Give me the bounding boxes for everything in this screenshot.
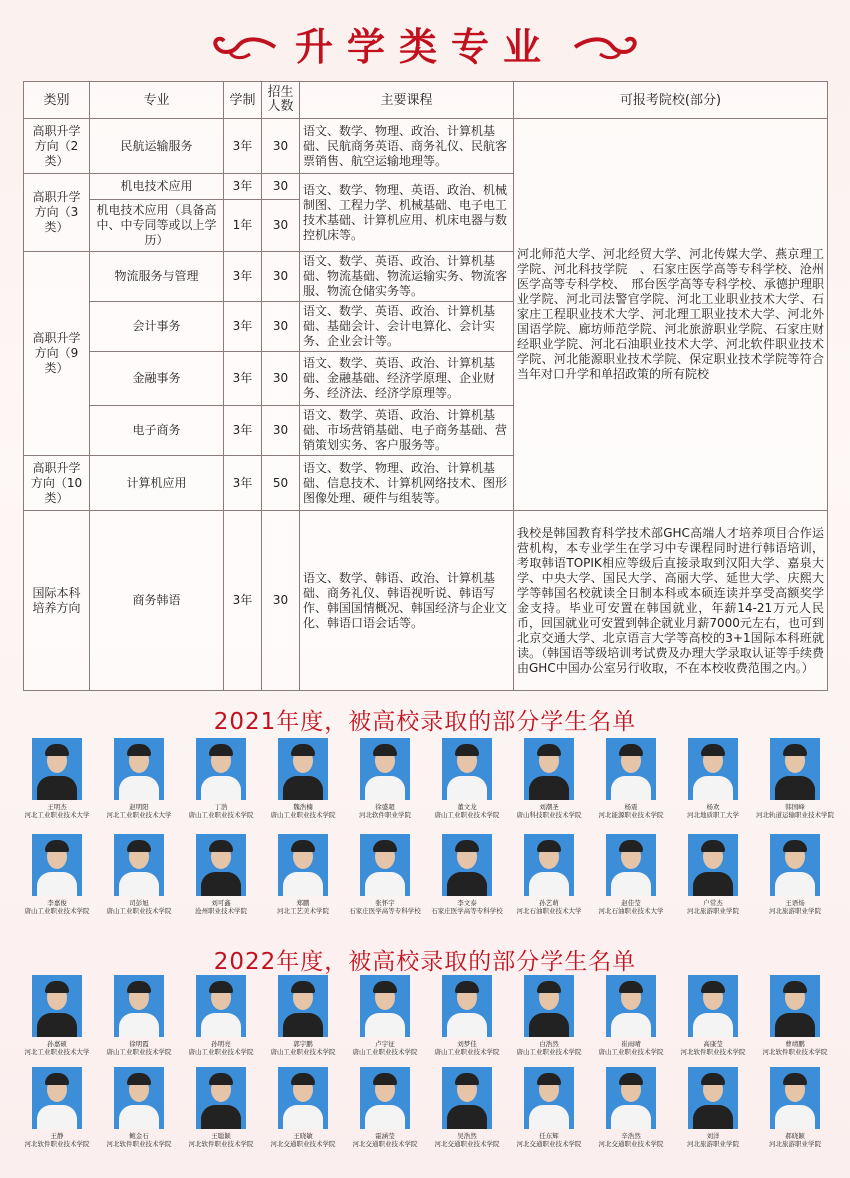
student-card (97, 738, 181, 819)
student-card (589, 834, 673, 915)
student-card (671, 1067, 755, 1148)
section-title-2022: 2022年度，被高校录取的部分学生名单 (213, 949, 637, 975)
student-photo (114, 1067, 164, 1129)
student-school: 河北软件职业技术学院 (680, 1048, 746, 1056)
quota-cell: 30 (262, 511, 300, 691)
student-school: 沧州职业技术学院 (195, 907, 247, 915)
header-quota: 招生人数 (262, 82, 300, 119)
student-name: 刘洋 (706, 1132, 720, 1140)
student-name: 户常杰 (703, 899, 723, 907)
student-name: 白浩然 (539, 1040, 559, 1048)
duration-cell: 3年 (224, 511, 262, 691)
student-name: 王语炀 (785, 899, 805, 907)
student-school: 河北石油职业技术大学 (516, 907, 582, 915)
student-name: 赵佳莹 (621, 899, 641, 907)
student-school: 唐山工业职业技术学院 (352, 1048, 418, 1056)
student-name: 高康莹 (703, 1040, 723, 1048)
student-card (425, 834, 509, 915)
duration-cell: 3年 (224, 174, 262, 200)
student-name: 王明杰 (47, 803, 67, 811)
student-school: 唐山工业职业技术学院 (516, 1048, 582, 1056)
student-school: 唐山工业职业技术学院 (24, 907, 90, 915)
student-school: 唐山工业职业技术学院 (434, 1048, 500, 1056)
student-photo (442, 975, 492, 1037)
major-cell: 电子商务 (90, 406, 224, 456)
student-name: 崔雨晴 (621, 1040, 641, 1048)
quota-cell: 30 (262, 200, 300, 252)
major-cell: 机电技术应用 (90, 174, 224, 200)
student-school: 河北能源职业技术学院 (598, 811, 664, 819)
header-category: 类别 (24, 82, 90, 119)
student-school: 唐山工业职业技术学院 (270, 811, 336, 819)
student-photo (32, 975, 82, 1037)
student-card (15, 834, 99, 915)
student-photo (32, 834, 82, 896)
duration-cell: 3年 (224, 352, 262, 406)
table-row (24, 511, 828, 691)
student-card (343, 738, 427, 819)
student-name: 王静 (50, 1132, 64, 1140)
major-cell: 计算机应用 (90, 456, 224, 511)
student-card (589, 738, 673, 819)
student-photo (278, 1067, 328, 1129)
student-school: 石家庄医学高等专科学校 (349, 907, 421, 915)
student-name: 刘可鑫 (211, 899, 231, 907)
duration-cell: 3年 (224, 119, 262, 174)
student-school: 河北旅游职业学院 (687, 907, 739, 915)
student-name: 赵明阳 (129, 803, 149, 811)
student-card (671, 834, 755, 915)
student-card (343, 975, 427, 1056)
duration-cell: 1年 (224, 200, 262, 252)
student-school: 河北软件职业学院 (359, 811, 411, 819)
student-name: 司彭旭 (129, 899, 149, 907)
student-school: 河北旅游职业学院 (687, 1140, 739, 1148)
student-name: 刘梦佳 (457, 1040, 477, 1048)
quota-cell: 30 (262, 174, 300, 200)
student-card (507, 975, 591, 1056)
student-school: 河北工业职业技术大学 (24, 1048, 90, 1056)
quota-cell: 30 (262, 252, 300, 302)
student-school: 河北交通职业技术学院 (516, 1140, 582, 1148)
student-card (15, 1067, 99, 1148)
student-card (179, 975, 263, 1056)
category-cell: 高职升学方向（2类） (24, 119, 90, 174)
student-card (671, 975, 755, 1056)
student-photo (688, 738, 738, 800)
student-photo (114, 975, 164, 1037)
student-school: 唐山工业职业技术学院 (188, 1048, 254, 1056)
quota-cell: 30 (262, 352, 300, 406)
student-photo (114, 738, 164, 800)
student-photo (278, 834, 328, 896)
courses-cell: 语文、数学、英语、政治、计算机基础、基础会计、会计电算化、会计实务、企业会计等。 (300, 302, 514, 352)
category-cell: 国际本科培养方向 (24, 511, 90, 691)
student-name: 吴浩然 (457, 1132, 477, 1140)
student-name: 王聪颖 (211, 1132, 231, 1140)
student-card (671, 738, 755, 819)
student-photo (606, 975, 656, 1037)
student-card (507, 834, 591, 915)
student-school: 唐山工业职业技术学院 (598, 1048, 664, 1056)
student-name: 丁浩 (214, 803, 228, 811)
student-school: 河北交通职业技术学院 (598, 1140, 664, 1148)
student-school: 唐山工业职业技术学院 (106, 907, 172, 915)
student-card (753, 834, 837, 915)
student-name: 曹靖鹏 (785, 1040, 805, 1048)
student-photo (442, 738, 492, 800)
student-name: 魏浩楠 (293, 803, 313, 811)
category-cell: 高职升学方向（9类） (24, 252, 90, 456)
student-school: 河北交通职业技术学院 (270, 1140, 336, 1148)
student-school: 河北旅游职业学院 (769, 1140, 821, 1148)
student-card (97, 834, 181, 915)
student-card (15, 975, 99, 1056)
student-school: 河北地质职工大学 (687, 811, 739, 819)
student-card (179, 738, 263, 819)
student-card (589, 1067, 673, 1148)
student-school: 河北交通职业技术学院 (434, 1140, 500, 1148)
student-card (15, 738, 99, 819)
schools-cell: 河北师范大学、河北经贸大学、河北传媒大学、燕京理工学院、河北科技学院 、石家庄医学高等专科学校、沧州医学高等专科学校、 邢台医学高等专科学校、承德护理职业学院、河北司法警官学院、河北工业职业技术大学、石家庄工程职业技术大学、河北理工职业技术大学、河北外国语学院、廊坊师范学院、河北旅游职业学院、石家庄财经职业学院、河北石油职业技术大学、河北软件职业技术学院、河北能源职业技术学院、保定职业技术学院等符合当年对口升学和单招政策的所有院校 (514, 119, 828, 511)
student-name: 辛浩然 (621, 1132, 641, 1140)
courses-cell: 语文、数学、物理、政治、计算机基础、信息技术、计算机网络技术、图形图像处理、硬件与组装等。 (300, 456, 514, 511)
student-school: 河北工业职业技术大学 (106, 811, 172, 819)
student-photo (32, 738, 82, 800)
student-photo (524, 1067, 574, 1129)
major-cell: 金融事务 (90, 352, 224, 406)
student-school: 河北软件职业技术学院 (24, 1140, 90, 1148)
student-name: 王晓敏 (293, 1132, 313, 1140)
student-photo (770, 834, 820, 896)
major-cell: 机电技术应用（具备高中、中专同等或以上学历） (90, 200, 224, 252)
quota-cell: 30 (262, 119, 300, 174)
swirl-ornament-icon (210, 32, 280, 62)
student-card (507, 1067, 591, 1148)
student-card (753, 738, 837, 819)
student-school: 河北工艺美术学院 (277, 907, 329, 915)
category-cell: 高职升学方向（10类） (24, 456, 90, 511)
student-photo (360, 1067, 410, 1129)
student-card (179, 834, 263, 915)
student-school: 河北软件职业技术学院 (106, 1140, 172, 1148)
student-card (343, 1067, 427, 1148)
student-photo (114, 834, 164, 896)
swirl-ornament-icon (570, 32, 640, 62)
student-card (343, 834, 427, 915)
page-title-banner (0, 18, 850, 76)
student-school: 唐山工业职业技术学院 (188, 811, 254, 819)
student-name: 卢宇征 (375, 1040, 395, 1048)
majors-table (23, 81, 828, 691)
quota-cell: 30 (262, 406, 300, 456)
student-name: 任东辉 (539, 1132, 559, 1140)
student-card (97, 1067, 181, 1148)
student-photo (278, 975, 328, 1037)
page-title: 升学类专业 (294, 24, 555, 69)
student-school: 唐山工业职业技术学院 (434, 811, 500, 819)
student-name: 徐明霞 (129, 1040, 149, 1048)
header-major: 专业 (90, 82, 224, 119)
courses-cell: 语文、数学、物理、英语、政治、机械制图、工程力学、机械基础、电子电工技术基础、计算机应用、机床电器与数控机床等。 (300, 174, 514, 252)
student-name: 郭宇鹏 (293, 1040, 313, 1048)
student-school: 唐山工业职业技术学院 (270, 1048, 336, 1056)
quota-cell: 30 (262, 302, 300, 352)
student-card (589, 975, 673, 1056)
header-duration: 学制 (224, 82, 262, 119)
student-name: 杨欢 (706, 803, 720, 811)
student-card (97, 975, 181, 1056)
student-photo (770, 1067, 820, 1129)
student-photo (524, 975, 574, 1037)
major-cell: 会计事务 (90, 302, 224, 352)
student-school: 河北工业职业技术大学 (24, 811, 90, 819)
student-name: 杨震 (624, 803, 638, 811)
student-name: 刘潮圣 (539, 803, 559, 811)
student-school: 河北交通职业技术学院 (352, 1140, 418, 1148)
student-photo (442, 834, 492, 896)
student-photo (688, 1067, 738, 1129)
student-photo (524, 738, 574, 800)
major-cell: 民航运输服务 (90, 119, 224, 174)
student-photo (770, 738, 820, 800)
major-cell: 商务韩语 (90, 511, 224, 691)
student-photo (606, 1067, 656, 1129)
category-cell: 高职升学方向（3类） (24, 174, 90, 252)
student-card (507, 738, 591, 819)
student-card (261, 975, 345, 1056)
section-title-2021: 2021年度，被高校录取的部分学生名单 (213, 709, 637, 735)
student-card (425, 738, 509, 819)
student-photo (360, 834, 410, 896)
student-school: 唐山科技职业技术学院 (516, 811, 582, 819)
duration-cell: 3年 (224, 252, 262, 302)
table-row (24, 119, 828, 174)
student-name: 鲍金石 (129, 1132, 149, 1140)
student-card (425, 975, 509, 1056)
courses-cell: 语文、数学、英语、政治、计算机基础、金融基础、经济学原理、企业财务、经济法、经济学原理等。 (300, 352, 514, 406)
student-school: 河北软件职业技术学院 (762, 1048, 828, 1056)
header-schools: 可报考院校(部分) (514, 82, 828, 119)
student-photo (278, 738, 328, 800)
student-name: 徐盛超 (375, 803, 395, 811)
student-school: 河北旅游职业学院 (769, 907, 821, 915)
student-photo (770, 975, 820, 1037)
student-name: 孙明亮 (211, 1040, 231, 1048)
student-card (753, 1067, 837, 1148)
student-name: 韩国峰 (785, 803, 805, 811)
student-school: 河北轨道运输职业技术学院 (756, 811, 834, 819)
duration-cell: 3年 (224, 302, 262, 352)
student-name: 孙嘉硕 (47, 1040, 67, 1048)
student-name: 董文龙 (457, 803, 477, 811)
duration-cell: 3年 (224, 406, 262, 456)
quota-cell: 50 (262, 456, 300, 511)
student-photo (524, 834, 574, 896)
student-name: 李文泰 (457, 899, 477, 907)
student-school: 河北石油职业技术大学 (598, 907, 664, 915)
student-photo (32, 1067, 82, 1129)
student-photo (360, 975, 410, 1037)
student-name: 郝晓颖 (785, 1132, 805, 1140)
header-courses: 主要课程 (300, 82, 514, 119)
student-school: 河北软件职业技术学院 (188, 1140, 254, 1148)
courses-cell: 语文、数学、英语、政治、计算机基础、市场营销基础、电子商务基础、营销策划实务、客户服务等。 (300, 406, 514, 456)
duration-cell: 3年 (224, 456, 262, 511)
student-card (425, 1067, 509, 1148)
student-name: 李嘉俊 (47, 899, 67, 907)
student-name: 霍涵莹 (375, 1132, 395, 1140)
student-card (261, 834, 345, 915)
student-photo (196, 738, 246, 800)
student-photo (606, 834, 656, 896)
student-photo (606, 738, 656, 800)
student-name: 郑鹏 (296, 899, 310, 907)
student-school: 唐山工业职业技术学院 (106, 1048, 172, 1056)
student-photo (196, 975, 246, 1037)
intl-schools-cell: 我校是韩国教育科学技术部GHC高端人才培养项目合作运营机构，本专业学生在学习中专课程同时进行韩语培训，考取韩语TOPIK相应等级后直接录取到汉阳大学、嘉泉大学、中央大学、国民大学、高丽大学、延世大学、庆熙大学等韩国名校就读全日制本科或本硕连读并享受高额奖学金支持。毕业可安置在韩国就业，年薪14-21万元人民币，回国就业可安置到韩企就业月薪7000元左右，也可到北京交通大学、北京语言大学等高校的3+1国际本科班就读。（韩国语等级培训考试费及办理大学录取认证等手续费由GHC中国办公室另行收取，不在本校收费范围之内。） (514, 511, 828, 691)
courses-cell: 语文、数学、物理、政治、计算机基础、民航商务英语、商务礼仪、民航客票销售、航空运输地理等。 (300, 119, 514, 174)
student-name: 孙艺萌 (539, 899, 559, 907)
student-photo (442, 1067, 492, 1129)
courses-cell: 语文、数学、英语、政治、计算机基础、物流基础、物流运输实务、物流客服、物流仓储实务等。 (300, 252, 514, 302)
student-card (179, 1067, 263, 1148)
student-card (261, 1067, 345, 1148)
student-school: 石家庄医学高等专科学校 (431, 907, 503, 915)
student-card (753, 975, 837, 1056)
student-name: 张怀宇 (375, 899, 395, 907)
student-card (261, 738, 345, 819)
courses-cell: 语文、数学、韩语、政治、计算机基础、商务礼仪、韩语视听说、韩语写作、韩国国情概况、韩国经济与企业文化、韩语口语会话等。 (300, 511, 514, 691)
student-photo (688, 975, 738, 1037)
student-photo (688, 834, 738, 896)
major-cell: 物流服务与管理 (90, 252, 224, 302)
student-photo (196, 1067, 246, 1129)
student-photo (196, 834, 246, 896)
student-photo (360, 738, 410, 800)
